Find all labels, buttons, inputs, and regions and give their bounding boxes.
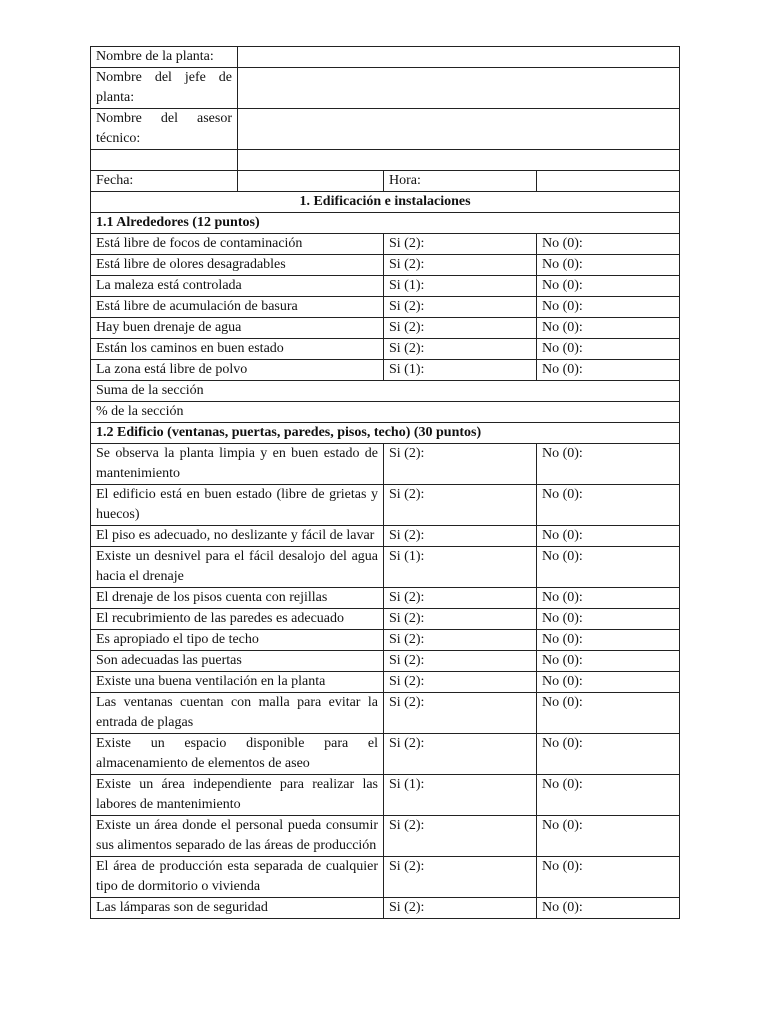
yes-option[interactable]: Si (2): (384, 693, 537, 734)
no-option[interactable]: No (0): (537, 339, 680, 360)
no-option[interactable]: No (0): (537, 857, 680, 898)
yes-option[interactable]: Si (2): (384, 318, 537, 339)
advisor-row (91, 109, 680, 150)
no-option[interactable]: No (0): (537, 651, 680, 672)
plant-chief-field[interactable] (238, 68, 680, 109)
yes-option[interactable]: Si (2): (384, 734, 537, 775)
yes-option[interactable]: Si (2): (384, 630, 537, 651)
checklist-item-text: La zona está libre de polvo (91, 360, 384, 381)
no-option[interactable]: No (0): (537, 297, 680, 318)
yes-option[interactable]: Si (2): (384, 234, 537, 255)
yes-option[interactable]: Si (2): (384, 857, 537, 898)
blank-cell[interactable] (238, 150, 680, 171)
subsection-title: 1.2 Edificio (ventanas, puertas, paredes, pisos, techo) (30 puntos) (91, 423, 680, 444)
yes-option[interactable]: Si (2): (384, 255, 537, 276)
inspection-form (90, 46, 679, 919)
checklist-item-text: Es apropiado el tipo de techo (91, 630, 384, 651)
subsection-title-row (91, 213, 680, 234)
advisor-label: Nombre del asesor técnico: (91, 109, 238, 150)
checklist-item-text: Hay buen drenaje de agua (91, 318, 384, 339)
checklist-row (91, 609, 680, 630)
plant-chief-label: Nombre del jefe de planta: (91, 68, 238, 109)
section-sum-row (91, 381, 680, 402)
plant-name-label: Nombre de la planta: (91, 47, 238, 68)
checklist-item-text: El recubrimiento de las paredes es adecuado (91, 609, 384, 630)
no-option[interactable]: No (0): (537, 693, 680, 734)
yes-option[interactable]: Si (2): (384, 651, 537, 672)
checklist-row (91, 276, 680, 297)
inspection-table (90, 46, 680, 919)
checklist-row (91, 526, 680, 547)
no-option[interactable]: No (0): (537, 630, 680, 651)
checklist-item-text: Son adecuadas las puertas (91, 651, 384, 672)
time-field[interactable] (537, 171, 680, 192)
no-option[interactable]: No (0): (537, 276, 680, 297)
checklist-row (91, 339, 680, 360)
sub2-items (91, 444, 680, 919)
no-option[interactable]: No (0): (537, 318, 680, 339)
checklist-row (91, 775, 680, 816)
section-sum-label: Suma de la sección (91, 381, 680, 402)
plant-chief-row (91, 68, 680, 109)
section-percent-label: % de la sección (91, 402, 680, 423)
no-option[interactable]: No (0): (537, 672, 680, 693)
no-option[interactable]: No (0): (537, 734, 680, 775)
blank-cell[interactable] (91, 150, 238, 171)
yes-option[interactable]: Si (2): (384, 339, 537, 360)
plant-name-row (91, 47, 680, 68)
yes-option[interactable]: Si (2): (384, 297, 537, 318)
sub1-items (91, 234, 680, 381)
checklist-row (91, 857, 680, 898)
yes-option[interactable]: Si (2): (384, 816, 537, 857)
checklist-row (91, 651, 680, 672)
checklist-row (91, 485, 680, 526)
checklist-item-text: Están los caminos en buen estado (91, 339, 384, 360)
no-option[interactable]: No (0): (537, 816, 680, 857)
plant-name-field[interactable] (238, 47, 680, 68)
yes-option[interactable]: Si (2): (384, 444, 537, 485)
no-option[interactable]: No (0): (537, 234, 680, 255)
checklist-item-text: Existe un área donde el personal pueda consumir sus alimentos separado de las áreas de producción (91, 816, 384, 857)
checklist-row (91, 547, 680, 588)
checklist-row (91, 734, 680, 775)
no-option[interactable]: No (0): (537, 485, 680, 526)
checklist-item-text: Existe un área independiente para realizar las labores de mantenimiento (91, 775, 384, 816)
yes-option[interactable]: Si (1): (384, 276, 537, 297)
checklist-item-text: Está libre de focos de contaminación (91, 234, 384, 255)
no-option[interactable]: No (0): (537, 775, 680, 816)
checklist-item-text: El drenaje de los pisos cuenta con rejillas (91, 588, 384, 609)
checklist-row (91, 297, 680, 318)
checklist-row (91, 255, 680, 276)
checklist-item-text: Existe un espacio disponible para el almacenamiento de elementos de aseo (91, 734, 384, 775)
date-field[interactable] (238, 171, 384, 192)
checklist-item-text: El edificio está en buen estado (libre de grietas y huecos) (91, 485, 384, 526)
checklist-row (91, 630, 680, 651)
checklist-item-text: Las lámparas son de seguridad (91, 898, 384, 919)
checklist-row (91, 234, 680, 255)
subsection-title: 1.1 Alrededores (12 puntos) (91, 213, 680, 234)
checklist-row (91, 318, 680, 339)
checklist-row (91, 816, 680, 857)
no-option[interactable]: No (0): (537, 588, 680, 609)
blank-row (91, 150, 680, 171)
checklist-row (91, 588, 680, 609)
yes-option[interactable]: Si (2): (384, 672, 537, 693)
no-option[interactable]: No (0): (537, 898, 680, 919)
yes-option[interactable]: Si (2): (384, 588, 537, 609)
yes-option[interactable]: Si (1): (384, 360, 537, 381)
checklist-item-text: Está libre de acumulación de basura (91, 297, 384, 318)
checklist-row (91, 898, 680, 919)
checklist-row (91, 360, 680, 381)
yes-option[interactable]: Si (2): (384, 898, 537, 919)
no-option[interactable]: No (0): (537, 444, 680, 485)
checklist-item-text: Las ventanas cuentan con malla para evitar la entrada de plagas (91, 693, 384, 734)
yes-option[interactable]: Si (1): (384, 547, 537, 588)
time-label: Hora: (384, 171, 537, 192)
no-option[interactable]: No (0): (537, 609, 680, 630)
checklist-item-text: Existe una buena ventilación en la planta (91, 672, 384, 693)
checklist-item-text: Se observa la planta limpia y en buen estado de mantenimiento (91, 444, 384, 485)
checklist-item-text: El piso es adecuado, no deslizante y fácil de lavar (91, 526, 384, 547)
checklist-row (91, 672, 680, 693)
no-option[interactable]: No (0): (537, 360, 680, 381)
checklist-row (91, 693, 680, 734)
checklist-item-text: La maleza está controlada (91, 276, 384, 297)
checklist-item-text: El área de producción esta separada de cualquier tipo de dormitorio o vivienda (91, 857, 384, 898)
checklist-row (91, 444, 680, 485)
section-title: 1. Edificación e instalaciones (91, 192, 680, 213)
section-title-row (91, 192, 680, 213)
date-row (91, 171, 680, 192)
yes-option[interactable]: Si (2): (384, 609, 537, 630)
checklist-item-text: Está libre de olores desagradables (91, 255, 384, 276)
advisor-field[interactable] (238, 109, 680, 150)
no-option[interactable]: No (0): (537, 255, 680, 276)
date-label: Fecha: (91, 171, 238, 192)
no-option[interactable]: No (0): (537, 526, 680, 547)
yes-option[interactable]: Si (2): (384, 526, 537, 547)
no-option[interactable]: No (0): (537, 547, 680, 588)
subsection-title-row (91, 423, 680, 444)
yes-option[interactable]: Si (2): (384, 485, 537, 526)
yes-option[interactable]: Si (1): (384, 775, 537, 816)
checklist-item-text: Existe un desnivel para el fácil desalojo del agua hacia el drenaje (91, 547, 384, 588)
section-percent-row (91, 402, 680, 423)
